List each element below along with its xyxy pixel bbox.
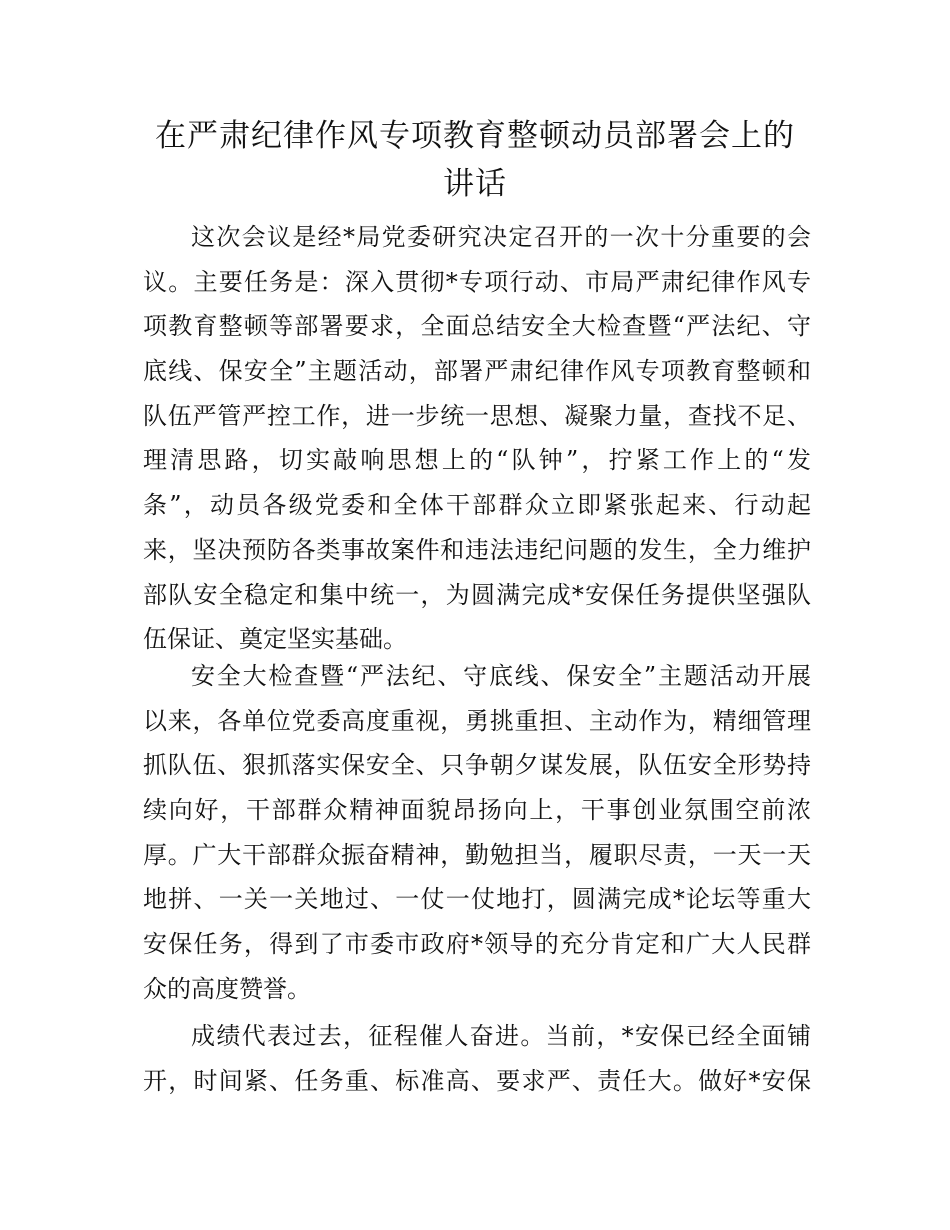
paragraph-line: 条”，动员各级党委和全体干部群众立即紧张起来、行动起	[143, 491, 811, 520]
paragraph-line: 安保任务，得到了市委市政府*领导的充分肯定和广大人民群	[143, 930, 811, 959]
paragraph-1	[143, 215, 811, 662]
paragraph-line: 议。主要任务是：深入贯彻*专项行动、市局严肃纪律作风专	[143, 267, 811, 296]
paragraph-2	[143, 654, 811, 1012]
paragraph-line: 队伍严管严控工作，进一步统一思想、凝聚力量，查找不足、	[143, 401, 811, 430]
document-title	[130, 112, 820, 208]
paragraph-line: 地拼、一关一关地过、一仗一仗地打，圆满完成*论坛等重大	[143, 885, 811, 914]
paragraph-line: 成绩代表过去，征程催人奋进。当前，*安保已经全面铺	[191, 1022, 811, 1050]
paragraph-line: 续向好，干部群众精神面貌昂扬向上，干事创业氛围空前浓	[143, 796, 811, 825]
paragraph-line: 安全大检查暨“严法纪、守底线、保安全”主题活动开展	[191, 662, 811, 690]
paragraph-3	[143, 1014, 811, 1103]
title-line-2: 讲话	[443, 166, 507, 202]
paragraph-line: 部队安全稳定和集中统一，为圆满完成*安保任务提供坚强队	[143, 580, 811, 609]
paragraph-line: 底线、保安全”主题活动，部署严肃纪律作风专项教育整顿和	[143, 357, 811, 386]
paragraph-line: 开，时间紧、任务重、标准高、要求严、责任大。做好*安保	[143, 1066, 811, 1095]
title-line-1: 在严肃纪律作风专项教育整顿动员部署会上的	[155, 118, 795, 154]
paragraph-line: 众的高度赞誉。	[143, 974, 311, 1003]
paragraph-line: 抓队伍、狠抓落实保安全、只争朝夕谋发展，队伍安全形势持	[143, 751, 811, 780]
paragraph-line: 项教育整顿等部署要求，全面总结安全大检查暨“严法纪、守	[143, 312, 811, 341]
paragraph-line: 厚。广大干部群众振奋精神，勤勉担当，履职尽责，一天一天	[143, 840, 811, 869]
paragraph-line: 理清思路，切实敲响思想上的“队钟”，拧紧工作上的“发	[143, 446, 811, 475]
paragraph-line: 来，坚决预防各类事故案件和违法违纪问题的发生，全力维护	[143, 535, 811, 564]
paragraph-line: 以来，各单位党委高度重视，勇挑重担、主动作为，精细管理	[143, 706, 811, 735]
paragraph-line: 这次会议是经*局党委研究决定召开的一次十分重要的会	[191, 223, 811, 251]
paragraph-line: 伍保证、奠定坚实基础。	[143, 625, 407, 654]
